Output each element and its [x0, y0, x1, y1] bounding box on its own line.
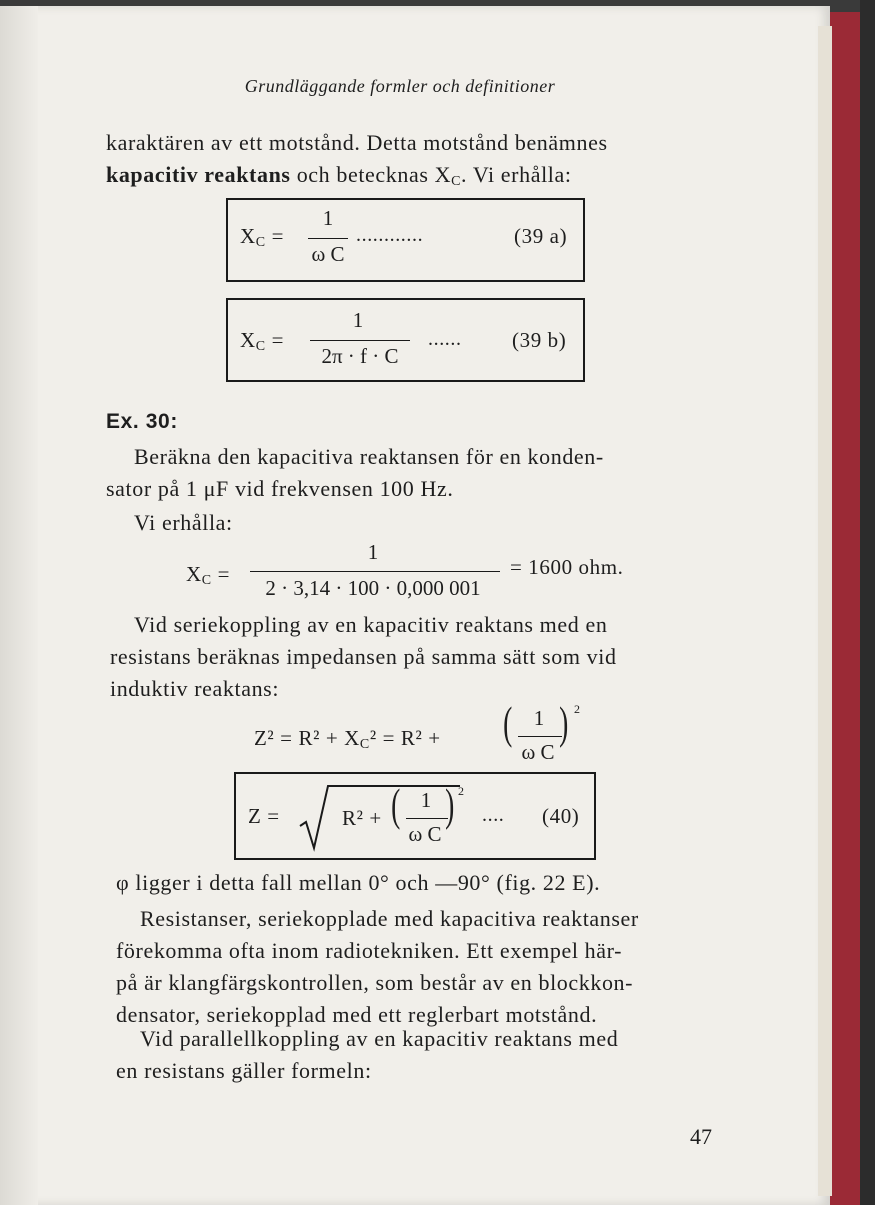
eq39b-fraction-line	[310, 340, 410, 341]
eq40-inner: R² +	[342, 806, 382, 830]
para3-line4: densator, seriekopplad med ett reglerbart motstånd.	[116, 1002, 598, 1027]
eq-z2-denominator: ω C	[521, 740, 555, 764]
example-line2: sator på 1 μF vid frekvensen 100 Hz.	[106, 476, 454, 501]
para3-line2: förekomma ofta inom radiotekniken. Ett exempel här-	[116, 938, 623, 963]
eq40-right-paren: )	[445, 779, 455, 830]
eq39a-numerator: 1	[322, 206, 334, 230]
equation-box-39a	[226, 198, 585, 282]
page-number: 47	[690, 1124, 712, 1149]
background-strip	[860, 0, 875, 1205]
eq40-fraction-line	[406, 818, 448, 819]
eq39a-label: (39 a)	[514, 224, 568, 248]
example-line3: Vi erhålla:	[134, 510, 233, 535]
eq-z-squared: $Z^2 = R^2 + X_C^2 = R^2$ +	[254, 726, 441, 752]
para1-line2: kapacitiv reaktans och betecknas $X_C$. Vi erhålla:	[106, 162, 572, 189]
eq40-left-paren: (	[391, 779, 401, 830]
eq-z2-numerator: 1	[533, 706, 545, 730]
equation-box-40	[234, 772, 596, 860]
phi-line: φ ligger i detta fall mellan 0° och —90° (fig. 22 E).	[116, 870, 601, 895]
running-header: Grundläggande formler och definitioner	[244, 76, 556, 96]
page-edge	[818, 26, 832, 1196]
equation-box-39b	[226, 298, 585, 382]
calc-numerator: 1	[367, 540, 379, 564]
para4-line2: en resistans gäller formeln:	[116, 1058, 372, 1083]
eq40-numerator: 1	[420, 788, 432, 812]
eq-z2-fraction-line	[518, 736, 562, 737]
eq39a-lhs: $X_C$ =	[240, 224, 285, 250]
eq-z2-exponent: 2	[574, 702, 581, 716]
eq39b-denominator: 2π · f · C	[321, 344, 399, 368]
eq39b-numerator: 1	[352, 308, 364, 332]
book-page	[0, 6, 830, 1205]
calc-denominator: 2 · 3,14 · 100 · 0,000 001	[265, 576, 481, 600]
eq39a-dots: ............	[356, 224, 424, 246]
eq39b-dots: ......	[428, 328, 462, 350]
eq40-dots: ....	[482, 804, 505, 826]
eq40-lhs: Z =	[248, 804, 280, 828]
term-kapacitiv-reaktans: kapacitiv reaktans	[106, 162, 291, 187]
eq40-exponent: 2	[458, 784, 465, 798]
eq-z2-left-paren: (	[503, 697, 513, 748]
calc-result: = 1600 ohm.	[510, 555, 624, 579]
example-title: Ex. 30:	[106, 410, 178, 433]
calc-fraction-line	[250, 571, 500, 572]
page-gutter	[0, 6, 38, 1205]
calc-lhs: $X_C$ =	[186, 562, 231, 588]
para2-line3: induktiv reaktans:	[110, 676, 280, 701]
para2-line1: Vid seriekoppling av en kapacitiv reaktans med en	[134, 612, 608, 637]
para3-line3: på är klangfärgskontrollen, som består av en blockkon-	[116, 970, 634, 995]
para4-line1: Vid parallellkoppling av en kapacitiv reaktans med	[140, 1026, 619, 1051]
eq40-label: (40)	[542, 804, 580, 828]
eq40-denominator: ω C	[408, 822, 442, 846]
eq39a-denominator: ω C	[311, 242, 345, 266]
eq39b-label: (39 b)	[512, 328, 567, 352]
para2-line2: resistans beräknas impedansen på samma sätt som vid	[110, 644, 617, 669]
eq39a-fraction-line	[308, 238, 348, 239]
eq-z2-right-paren: )	[559, 697, 569, 748]
example-line1: Beräkna den kapacitiva reaktansen för en konden-	[134, 444, 604, 469]
para1-line1: karaktären av ett motstånd. Detta motstånd benämnes	[106, 130, 608, 155]
eq39b-lhs: $X_C$ =	[240, 328, 285, 354]
para3-line1: Resistanser, seriekopplade med kapacitiva reaktanser	[140, 906, 639, 931]
